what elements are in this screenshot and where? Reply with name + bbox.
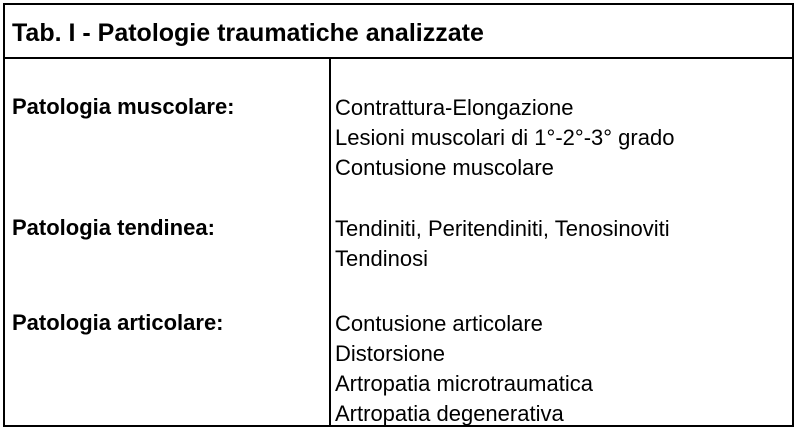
group-items-muscular [335,93,674,183]
group-items-tendon [335,214,670,274]
list-item: Artropatia microtraumatica [335,371,593,396]
list-item: Tendiniti, Peritendiniti, Tenosinoviti [335,216,670,241]
pathology-table [3,3,794,427]
group-label-tendon: Patologia tendinea: [12,215,215,240]
list-item: Tendinosi [335,246,428,271]
list-item: Distorsione [335,341,446,366]
group-label-articular: Patologia articolare: [12,310,224,335]
list-item: Contusione articolare [335,311,543,336]
group-items-articular [335,309,593,429]
list-item: Contrattura-Elongazione [335,95,574,120]
column-divider [329,59,331,425]
list-item: Artropatia degenerativa [335,401,564,426]
list-item: Lesioni muscolari di 1°-2°-3° grado [335,125,675,150]
list-item: Contusione muscolare [335,155,554,180]
table-title: Tab. I - Patologie traumatiche analizzate [12,19,484,47]
group-label-muscular: Patologia muscolare: [12,94,235,119]
table-title-bar [5,5,792,59]
